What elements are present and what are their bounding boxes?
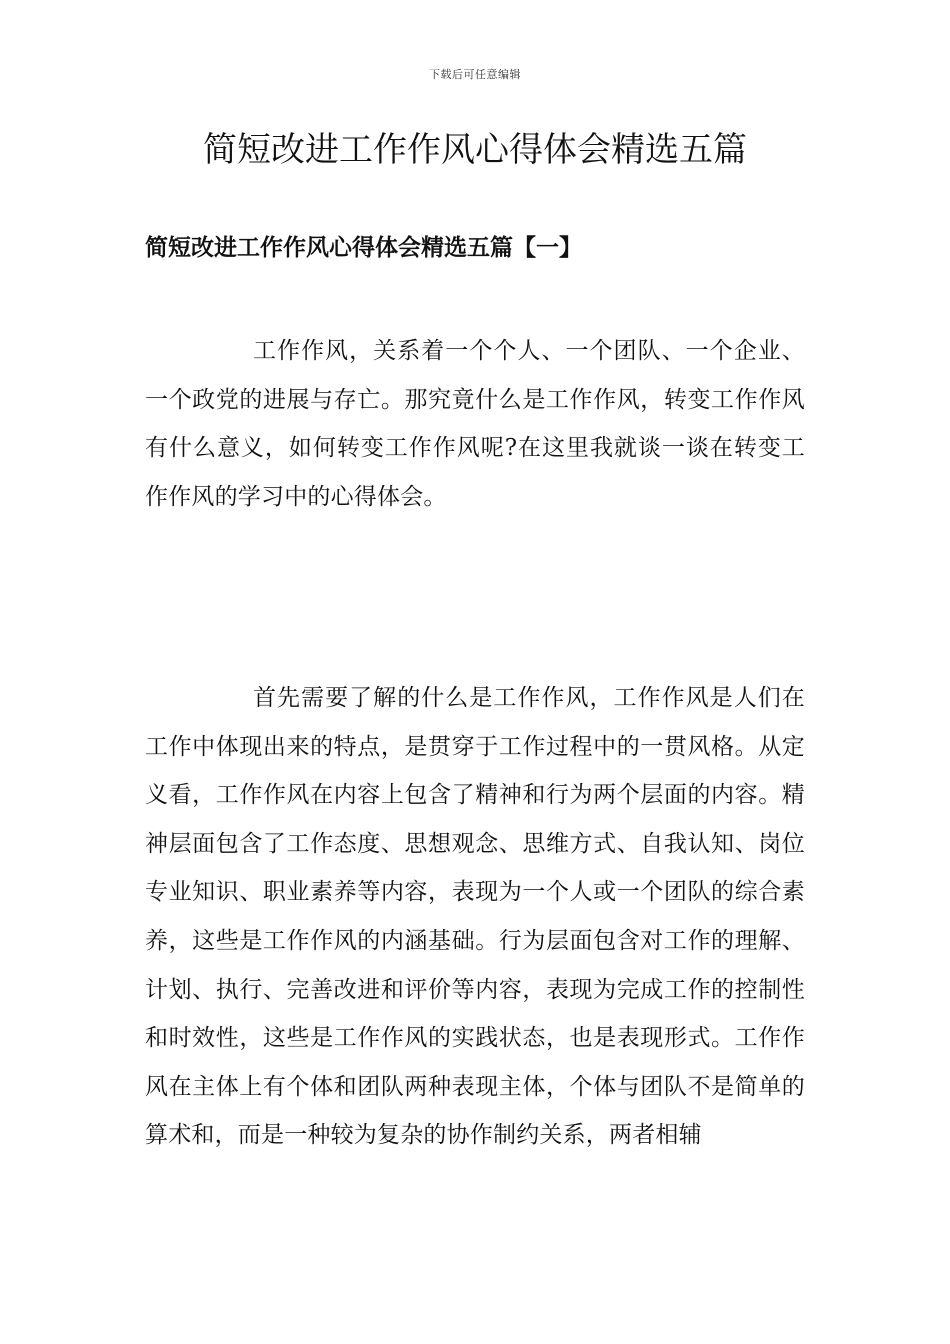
section-heading: 简短改进工作作风心得体会精选五篇【一】 <box>145 234 582 261</box>
header-watermark: 下载后可任意编辑 <box>429 68 521 81</box>
document-title: 简短改进工作作风心得体会精选五篇 <box>203 130 747 170</box>
body-paragraph: 工作作风，关系着一个个人、一个团队、一个企业、一个政党的进展与存亡。那究竟什么是工作作风，转变工作作风有什么意义，如何转变工作作风呢?在这里我就谈一谈在转变工作作风的学习中的心得体会。 <box>145 338 805 510</box>
body-paragraph: 首先需要了解的什么是工作作风，工作作风是人们在工作中体现出来的特点，是贯穿于工作过程中的一贯风格。从定义看，工作作风在内容上包含了精神和行为两个层面的内容。精神层面包含了工作态度、思想观念、思维方式、自我认知、岗位专业知识、职业素养等内容，表现为一个人或一个团队的综合素养，这些是工作作风的内涵基础。行为层面包含对工作的理解、计划、执行、完善改进和评价等内容，表现为完成工作的控制性和时效性，这些是工作作风的实践状态，也是表现形式。工作作风在主体上有个体和团队两种表现主体，个体与团队不是简单的算术和，而是一种较为复杂的协作制约关系，两者相辅 <box>145 685 805 1149</box>
